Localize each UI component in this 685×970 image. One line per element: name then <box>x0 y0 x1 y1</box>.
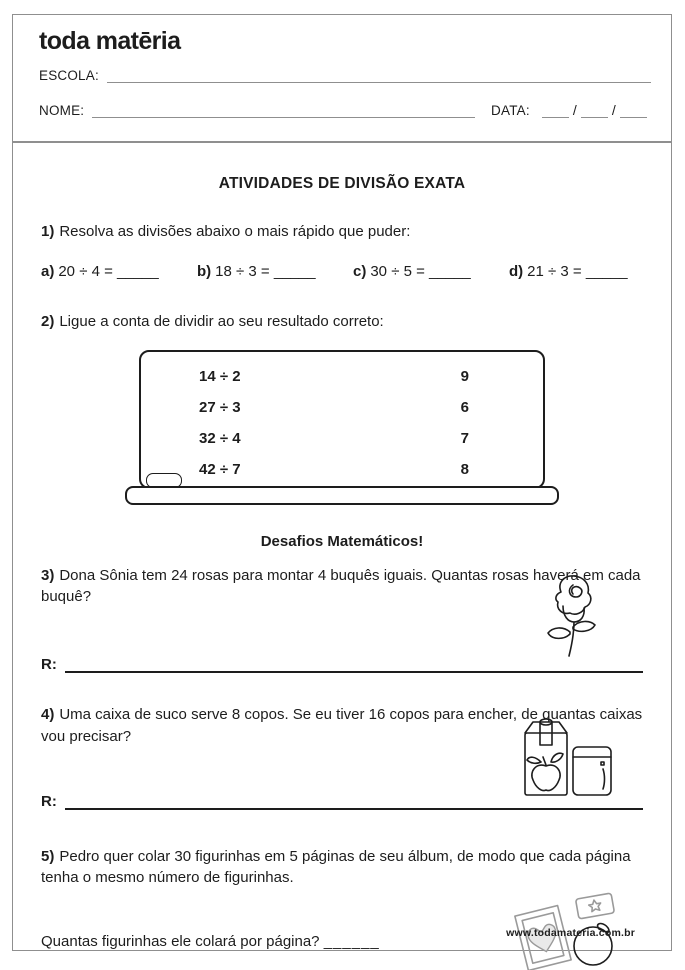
question-2-number: 2) <box>41 312 55 330</box>
equation: 42 ÷ 7 <box>199 460 241 478</box>
worksheet-body <box>12 142 672 951</box>
question-4-text: Uma caixa de suco serve 8 copos. Se eu tiver 16 copos para encher, de quantas caixas vou precisar? <box>41 706 643 745</box>
item-b-expression: 18 ÷ 3 = _____ <box>215 262 316 280</box>
match-row <box>141 454 543 485</box>
question-5-final-text: Quantas figurinhas ele colará por página? <box>41 933 320 950</box>
chalkboard <box>139 350 545 489</box>
rose-icon <box>533 572 611 658</box>
question-2 <box>41 311 643 333</box>
question-5-number: 5) <box>41 847 55 865</box>
equation: 32 ÷ 4 <box>199 429 241 447</box>
date-separator: / <box>572 102 577 118</box>
result: 8 <box>460 460 469 478</box>
result: 6 <box>460 398 469 416</box>
match-row <box>141 392 543 423</box>
item-d-expression: 21 ÷ 3 = _____ <box>527 262 628 280</box>
question-2-text: Ligue a conta de dividir ao seu resultado correto: <box>59 312 384 330</box>
question-1 <box>41 221 643 243</box>
date-day-blank <box>542 102 569 118</box>
division-item-b <box>197 263 353 280</box>
answer-label: R: <box>41 656 57 673</box>
item-b-label: b) <box>197 262 212 280</box>
question-1-number: 1) <box>41 223 55 240</box>
school-label: ESCOLA: <box>39 68 99 83</box>
challenges-heading: Desafios Matemáticos! <box>260 532 424 550</box>
question-4-block <box>41 704 643 810</box>
question-4-number: 4) <box>41 706 55 723</box>
match-row <box>141 423 543 454</box>
question-1-items <box>41 263 643 280</box>
school-row <box>39 67 651 83</box>
result: 9 <box>460 367 469 385</box>
item-c-expression: 30 ÷ 5 = _____ <box>370 262 471 280</box>
header-box <box>12 14 672 142</box>
item-a-label: a) <box>41 262 55 280</box>
juice-box-and-glass-icon <box>513 717 617 797</box>
result: 7 <box>460 429 469 447</box>
answer-label: R: <box>41 792 57 810</box>
question-1-text: Resolva as divisões abaixo o mais rápido que puder: <box>59 223 411 240</box>
worksheet-title: ATIVIDADES DE DIVISÃO EXATA <box>218 175 466 192</box>
question-3-number: 3) <box>41 566 55 584</box>
chalkboard-illustration <box>41 350 643 508</box>
division-item-d <box>509 263 628 280</box>
date-year-blank <box>620 102 647 118</box>
date-month-blank <box>581 102 608 118</box>
question-5-blank: ______ <box>323 933 380 950</box>
date-label: DATA: <box>491 103 530 118</box>
match-row <box>141 361 543 392</box>
equation: 27 ÷ 3 <box>199 398 241 416</box>
division-item-a <box>41 263 197 280</box>
school-blank-line <box>107 67 651 83</box>
item-a-expression: 20 ÷ 4 = _____ <box>58 262 159 280</box>
item-c-label: c) <box>353 262 367 280</box>
question-5 <box>41 846 643 890</box>
date-separator: / <box>611 102 616 118</box>
date-group <box>491 102 651 118</box>
question-3-block <box>41 565 643 674</box>
question-3-text: Dona Sônia tem 24 rosas para montar 4 buquês iguais. Quantas rosas haverá em cada buquê? <box>41 566 641 606</box>
equation: 14 ÷ 2 <box>199 367 241 385</box>
chalkboard-tray <box>125 486 559 505</box>
division-item-c <box>353 263 509 280</box>
question-5-text: Pedro quer colar 30 figurinhas em 5 páginas de seu álbum, de modo que cada página tenha o mesmo número de figurinhas. <box>41 847 631 887</box>
name-blank-line <box>92 102 475 118</box>
name-label: NOME: <box>39 103 85 118</box>
toda-materia-logo: toda matēria <box>39 27 181 55</box>
name-row <box>39 102 651 118</box>
item-d-label: d) <box>509 262 524 280</box>
website-url: www.todamateria.com.br <box>506 927 635 939</box>
